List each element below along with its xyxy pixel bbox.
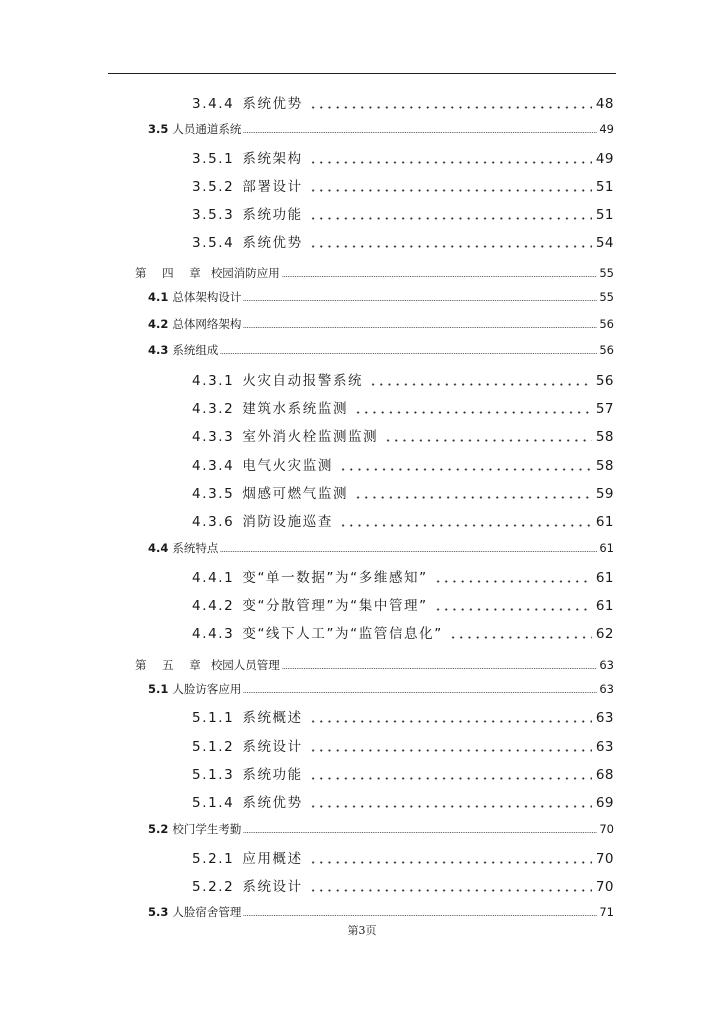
toc-entry-page: 55 bbox=[599, 266, 614, 280]
toc-entry-page: 48 bbox=[595, 96, 614, 112]
toc-entry-title: 消防设施巡查 bbox=[242, 514, 333, 530]
toc-entry[interactable] bbox=[148, 316, 614, 332]
toc-entry-number: 3.5 bbox=[148, 122, 169, 136]
toc-entry-number: 5.1.3 bbox=[192, 767, 235, 783]
toc-entry-title: 应用概述 bbox=[242, 851, 303, 867]
toc-entry[interactable] bbox=[192, 513, 614, 531]
toc-entry-page: 59 bbox=[595, 486, 614, 502]
toc-entry-title: 建筑水系统监测 bbox=[242, 401, 349, 417]
toc-entry[interactable] bbox=[192, 428, 614, 446]
toc-entry-number: 第 四 章 bbox=[135, 266, 207, 280]
toc-entry[interactable] bbox=[192, 878, 614, 896]
toc-entry[interactable] bbox=[192, 569, 614, 587]
dot-leader bbox=[309, 889, 592, 892]
toc-entry-page: 49 bbox=[599, 122, 614, 136]
toc-entry-page: 61 bbox=[595, 570, 614, 586]
toc-entry-page: 71 bbox=[599, 905, 614, 919]
toc-entry-title: 总体网络架构 bbox=[172, 317, 242, 331]
dot-leader bbox=[220, 551, 597, 552]
toc-entry-title: 部署设计 bbox=[242, 179, 303, 195]
toc-entry-number: 5.1.1 bbox=[192, 710, 235, 726]
toc-entry-number: 4.1 bbox=[148, 290, 169, 304]
toc-entry-number: 3.5.2 bbox=[192, 179, 235, 195]
toc-entry-title: 系统功能 bbox=[242, 207, 303, 223]
toc-entry-page: 62 bbox=[595, 626, 614, 642]
dot-leader bbox=[309, 777, 592, 780]
toc-entry-page: 51 bbox=[595, 179, 614, 195]
toc-entry-page: 61 bbox=[595, 514, 614, 530]
toc-entry-page: 58 bbox=[595, 458, 614, 474]
dot-leader bbox=[384, 439, 592, 442]
toc-entry-title: 系统优势 bbox=[242, 795, 303, 811]
toc-entry-title: 系统设计 bbox=[242, 879, 303, 895]
dot-leader bbox=[243, 132, 597, 133]
dot-leader bbox=[339, 468, 592, 471]
toc-entry[interactable] bbox=[192, 457, 614, 475]
toc-entry-page: 54 bbox=[595, 235, 614, 251]
toc-entry[interactable] bbox=[148, 904, 614, 920]
toc-entry-title: 系统优势 bbox=[242, 96, 303, 112]
toc-entry[interactable] bbox=[192, 766, 614, 784]
dot-leader bbox=[243, 915, 597, 916]
dot-leader bbox=[309, 749, 592, 752]
toc-entry-number: 4.4 bbox=[148, 541, 169, 555]
toc-entry-number: 4.4.2 bbox=[192, 598, 235, 614]
toc-entry-title: 电气火灾监测 bbox=[242, 458, 333, 474]
dot-leader bbox=[282, 276, 598, 277]
toc-entry[interactable] bbox=[192, 178, 614, 196]
dot-leader bbox=[282, 668, 598, 669]
dot-leader bbox=[369, 383, 592, 386]
toc-entry-number: 4.3.4 bbox=[192, 458, 235, 474]
toc-entry-number: 4.3.2 bbox=[192, 401, 235, 417]
toc-entry-title: 系统功能 bbox=[242, 767, 303, 783]
dot-leader bbox=[309, 106, 592, 109]
dot-leader bbox=[309, 245, 592, 248]
dot-leader bbox=[309, 861, 592, 864]
toc-entry[interactable] bbox=[192, 95, 614, 113]
toc-entry[interactable] bbox=[192, 794, 614, 812]
dot-leader bbox=[354, 411, 592, 414]
toc-entry-page: 68 bbox=[595, 767, 614, 783]
toc-entry-number: 5.2.2 bbox=[192, 879, 235, 895]
toc-entry-title: 火灾自动报警系统 bbox=[242, 373, 364, 389]
toc-entry-number: 5.2.1 bbox=[192, 851, 235, 867]
toc-entry-number: 3.5.4 bbox=[192, 235, 235, 251]
dot-leader bbox=[243, 692, 597, 693]
toc-entry-title: 烟感可燃气监测 bbox=[242, 486, 349, 502]
toc-entry[interactable] bbox=[135, 657, 614, 673]
toc-entry-number: 4.3.3 bbox=[192, 429, 235, 445]
toc-entry-title: 校园人员管理 bbox=[210, 658, 280, 672]
toc-entry-number: 3.4.4 bbox=[192, 96, 235, 112]
toc-entry-title: 室外消火栓监测监测 bbox=[242, 429, 379, 445]
toc-entry-number: 5.1.4 bbox=[192, 795, 235, 811]
toc-entry[interactable] bbox=[148, 821, 614, 837]
toc-entry-title: 系统设计 bbox=[242, 739, 303, 755]
toc-entry-page: 69 bbox=[595, 795, 614, 811]
toc-entry-page: 57 bbox=[595, 401, 614, 417]
toc-entry-title: 校门学生考勤 bbox=[172, 822, 242, 836]
toc-entry-number: 4.3.1 bbox=[192, 373, 235, 389]
toc-entry-number: 3.5.3 bbox=[192, 207, 235, 223]
toc-entry-title: 系统优势 bbox=[242, 235, 303, 251]
toc-entry-title: 系统概述 bbox=[242, 710, 303, 726]
toc-entry-page: 63 bbox=[599, 658, 614, 672]
toc-entry[interactable] bbox=[148, 681, 614, 697]
toc-entry-page: 61 bbox=[599, 541, 614, 555]
toc-entry-number: 4.4.3 bbox=[192, 626, 235, 642]
toc-entry[interactable] bbox=[192, 738, 614, 756]
dot-leader bbox=[309, 161, 592, 164]
toc-entry-page: 56 bbox=[599, 343, 614, 357]
toc-entry[interactable] bbox=[192, 150, 614, 168]
toc-entry-page: 56 bbox=[599, 317, 614, 331]
toc-entry-title: 系统架构 bbox=[242, 151, 303, 167]
toc-entry-title: 总体架构设计 bbox=[172, 290, 242, 304]
dot-leader bbox=[309, 720, 592, 723]
toc-entry[interactable] bbox=[192, 372, 614, 390]
dot-leader bbox=[243, 832, 597, 833]
toc-entry-title: 变“线下人工”为“监管信息化” bbox=[242, 626, 443, 642]
dot-leader bbox=[449, 636, 592, 639]
toc-entry[interactable] bbox=[192, 850, 614, 868]
dot-leader bbox=[243, 327, 597, 328]
toc-entry-page: 63 bbox=[599, 682, 614, 696]
toc-entry-title: 校园消防应用 bbox=[210, 266, 280, 280]
toc-entry-title: 变“分散管理”为“集中管理” bbox=[242, 598, 428, 614]
toc-entry-number: 第 五 章 bbox=[135, 658, 207, 672]
toc-entry[interactable] bbox=[148, 121, 614, 137]
toc-entry-page: 56 bbox=[595, 373, 614, 389]
toc-entry-page: 55 bbox=[599, 290, 614, 304]
toc-entry-page: 70 bbox=[595, 851, 614, 867]
toc-entry-page: 51 bbox=[595, 207, 614, 223]
toc-entry[interactable] bbox=[192, 709, 614, 727]
toc-entry[interactable] bbox=[148, 289, 614, 305]
toc-entry-page: 49 bbox=[595, 151, 614, 167]
dot-leader bbox=[434, 580, 592, 583]
toc-entry-number: 3.5.1 bbox=[192, 151, 235, 167]
toc-entry-page: 63 bbox=[595, 739, 614, 755]
page-number: 第3页 bbox=[347, 924, 377, 937]
toc-entry-title: 人脸访客应用 bbox=[172, 682, 242, 696]
toc-entry-number: 5.2 bbox=[148, 822, 169, 836]
toc-entry-title: 变“单一数据”为“多维感知” bbox=[242, 570, 428, 586]
dot-leader bbox=[309, 217, 592, 220]
dot-leader bbox=[434, 608, 592, 611]
toc-entry[interactable] bbox=[192, 625, 614, 643]
toc-entry-number: 4.3.5 bbox=[192, 486, 235, 502]
toc-entry-number: 5.1 bbox=[148, 682, 169, 696]
toc-entry-page: 63 bbox=[595, 710, 614, 726]
toc-entry-title: 人员通道系统 bbox=[172, 122, 242, 136]
toc-entry[interactable] bbox=[192, 206, 614, 224]
toc-entry-page: 61 bbox=[595, 598, 614, 614]
toc-entry[interactable] bbox=[192, 597, 614, 615]
dot-leader bbox=[309, 189, 592, 192]
toc-entry-title: 系统组成 bbox=[172, 343, 219, 357]
toc-entry[interactable] bbox=[192, 485, 614, 503]
toc-entry-number: 4.3 bbox=[148, 343, 169, 357]
toc-entry-page: 70 bbox=[599, 822, 614, 836]
dot-leader bbox=[339, 524, 592, 527]
dot-leader bbox=[309, 805, 592, 808]
toc-entry[interactable] bbox=[192, 234, 614, 252]
toc-entry-page: 70 bbox=[595, 879, 614, 895]
toc-entry-number: 5.1.2 bbox=[192, 739, 235, 755]
dot-leader bbox=[243, 300, 597, 301]
dot-leader bbox=[220, 353, 597, 354]
toc-entry-number: 5.3 bbox=[148, 905, 169, 919]
toc-entry[interactable] bbox=[148, 540, 614, 556]
toc-entry-number: 4.3.6 bbox=[192, 514, 235, 530]
toc-entry-title: 系统特点 bbox=[172, 541, 219, 555]
toc-entry[interactable] bbox=[192, 400, 614, 418]
toc-entry-title: 人脸宿舍管理 bbox=[172, 905, 242, 919]
toc-entry-number: 4.4.1 bbox=[192, 570, 235, 586]
toc-entry-number: 4.2 bbox=[148, 317, 169, 331]
toc-entry-page: 58 bbox=[595, 429, 614, 445]
toc-entry[interactable] bbox=[135, 265, 614, 281]
toc-entry[interactable] bbox=[148, 342, 614, 358]
dot-leader bbox=[354, 496, 592, 499]
